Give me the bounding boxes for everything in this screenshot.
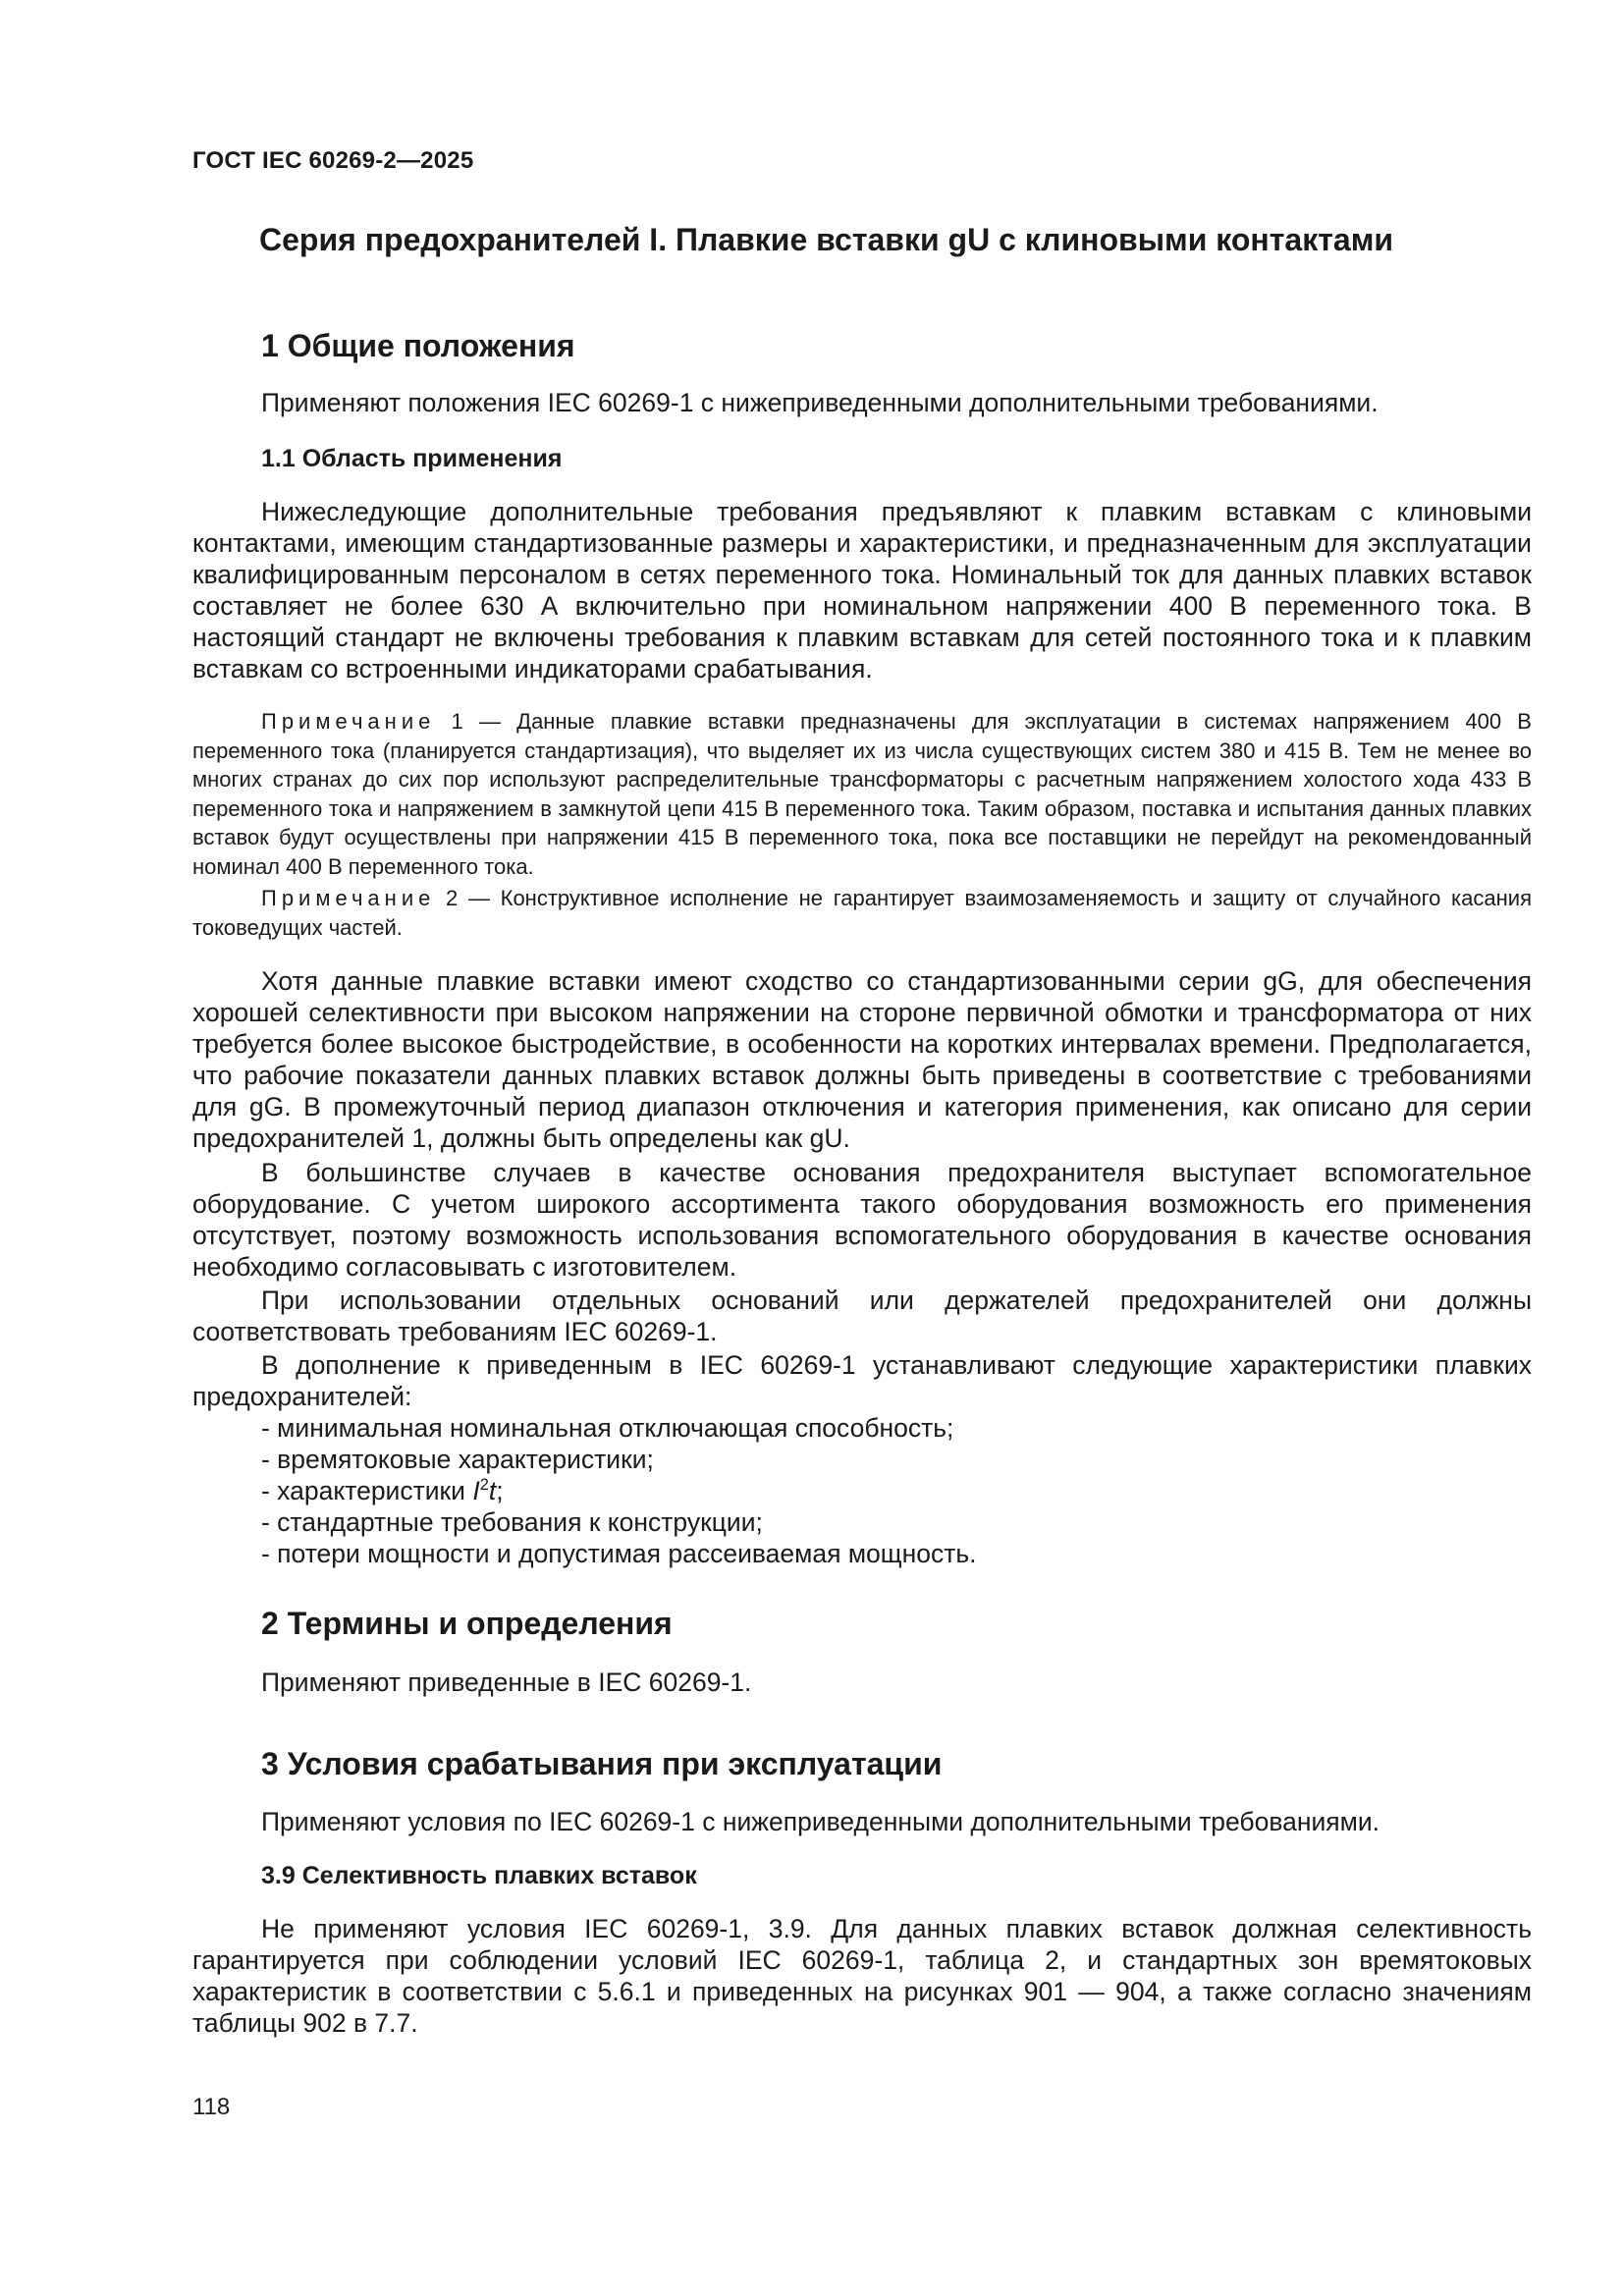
page-number: 118 [192, 2094, 231, 2120]
note-1-label: Примечание [261, 709, 436, 734]
section-2-heading: 2 Термины и определения [261, 1606, 673, 1641]
list-item: - потери мощности и допустимая рассеиваемая мощность. [261, 1539, 977, 1568]
characteristics-paragraph: В дополнение к приведенным в IEC 60269-1 устанавливают следующие характеристики плавких предохранителей: [192, 1350, 1532, 1411]
note-2 [192, 884, 1532, 942]
document-page [192, 0, 1532, 2296]
list-item: - стандартные требования к конструкции; [261, 1507, 763, 1537]
characteristics-list [261, 1412, 1532, 1569]
note-1-text: 1 — Данные плавкие вставки предназначены для эксплуатации в системах напряжением 400 В переменного тока (планируется стандартизация), что выделяет их из числа существующих систем 380 и 415 В. Тем не менее во многих странах до сих пор используют распределительные трансформаторы с расчетным напряжением холостого хода 433 В переменного тока и напряжением в замкнутой цепи 415 В переменного тока. Таким образом, поставка и испытания данных плавких вставок будут осуществлены при напряжении 415 В переменного тока, пока все поставщики не перейдут на рекомендованный номинал 400 В переменного тока. [192, 709, 1532, 879]
list-item: - минимальная номинальная отключающая способность; [261, 1413, 954, 1443]
section-2-text: Применяют приведенные в IEC 60269-1. [261, 1667, 752, 1697]
subsection-1-1-heading: 1.1 Область применения [261, 445, 563, 472]
selectivity-paragraph: Не применяют условия IEC 60269-1, 3.9. Для данных плавких вставок должная селективность гарантируется при соблюдении условий IEC 60269-1, таблица 2, и стандартных зон времятоковых характеристик в соответствии с 5.6.1 и приведенных на рисунках 901 — 904, а также согласно значениям таблицы 902 в 7.7. [192, 1914, 1532, 2038]
section-1-intro: Применяют положения IEC 60269-1 с нижеприведенными дополнительными требованиями. [261, 388, 1379, 417]
section-3-intro: Применяют условия по IEC 60269-1 с нижеприведенными дополнительными требованиями. [261, 1807, 1380, 1836]
section-3-heading: 3 Условия срабатывания при эксплуатации [261, 1746, 943, 1781]
note-1 [192, 707, 1532, 881]
section-1-heading: 1 Общие положения [261, 328, 575, 363]
note-2-text: 2 — Конструктивное исполнение не гарантирует взаимозаменяемость и защиту от случайного касания токоведущих частей. [192, 886, 1532, 940]
series-title: Серия предохранителей I. Плавкие вставки gU с клиновыми контактами [259, 222, 1394, 257]
standard-header: ГОСТ IEC 60269-2—2025 [192, 147, 474, 174]
list-item: - характеристики $I^2t$; [261, 1476, 504, 1505]
holder-paragraph: При использовании отдельных оснований или держателей предохранителей они должны соответствовать требованиям IEC 60269-1. [192, 1285, 1532, 1346]
list-item: - времятоковые характеристики; [261, 1445, 654, 1474]
scope-paragraph: Нижеследующие дополнительные требования предъявляют к плавким вставкам с клиновыми контактами, имеющим стандартизованные размеры и характеристики, и предназначенным для эксплуатации квалифицированным персоналом в сетях переменного тока. Номинальный ток для данных плавких вставок составляет не более 630 А включительно при номинальном напряжении 400 В переменного тока. В настоящий стандарт не включены требования к плавким вставкам для сетей постоянного тока и к плавким вставкам со встроенными индикаторами срабатывания. [192, 497, 1532, 683]
base-paragraph: В большинстве случаев в качестве основания предохранителя выступает вспомогательное оборудование. С учетом широкого ассортимента такого оборудования возможность его применения отсутствует, поэтому возможность использования вспомогательного оборудования в качестве основания необходимо согласовывать с изготовителем. [192, 1158, 1532, 1282]
note-2-label: Примечание [261, 886, 436, 910]
gu-paragraph: Хотя данные плавкие вставки имеют сходство со стандартизованными серии gG, для обеспечения хорошей селективности при высоком напряжении на стороне первичной обмотки и трансформатора от них требуется более высокое быстродействие, в особенности на коротких интервалах времени. Предполагается, что рабочие показатели данных плавких вставок должны быть приведены в соответствие с требованиями для gG. В промежуточный период диапазон отключения и категория применения, как описано для серии предохранителей 1, должны быть определены как gU. [192, 966, 1532, 1153]
subsection-3-9-heading: 3.9 Селективность плавких вставок [261, 1862, 697, 1889]
